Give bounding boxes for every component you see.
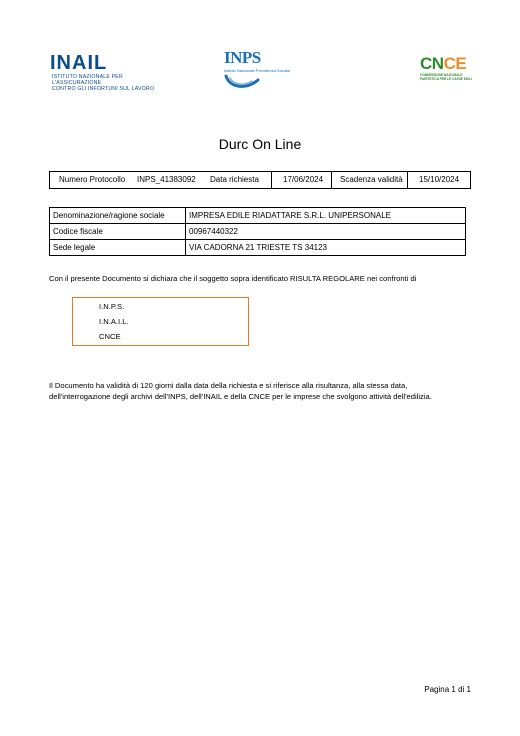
protocol-number-value: INPS_41383092 xyxy=(137,175,196,184)
tax-code-value: 00967440322 xyxy=(186,224,466,240)
company-info-table xyxy=(49,207,466,256)
inail-logo xyxy=(50,52,160,92)
request-date-value: 17/06/2024 xyxy=(283,175,324,184)
entity-inps: I.N.P.S. xyxy=(99,302,125,311)
cnce-logo xyxy=(418,54,474,84)
entities-box xyxy=(72,297,249,346)
inps-logo xyxy=(222,46,302,91)
inail-subtitle-line1: ISTITUTO NAZIONALE PER L'ASSICURAZIONE xyxy=(52,74,123,86)
tax-code-label: Codice fiscale xyxy=(50,224,186,240)
page-total: 1 xyxy=(466,685,471,694)
inps-logo-text: INPS xyxy=(224,48,261,67)
cnce-subtitle-line1: COMMISSIONE NAZIONALE xyxy=(420,73,463,77)
cnce-subtitle-line2: PARITETICA PER LE CASSE EDILI xyxy=(420,77,473,81)
inail-logo-text: INAIL xyxy=(50,52,108,74)
page-label: Pagina xyxy=(424,685,450,694)
request-date-label: Data richiesta xyxy=(210,175,259,184)
declaration-text: Con il presente Documento si dichiara che il soggetto sopra identificato RISULTA REGOLARE nei confronti di xyxy=(49,274,417,283)
expiry-value: 15/10/2024 xyxy=(419,175,460,184)
validity-paragraph xyxy=(49,380,432,402)
inail-logo-subtitle xyxy=(52,74,160,92)
validity-line-2: dell'interrogazione degli archivi dell'INPS, dell'INAIL e della CNCE per le imprese che svolgono attività dell'edilizia. xyxy=(49,392,432,401)
company-name-label: Denominazione/ragione sociale xyxy=(50,208,186,224)
table-row xyxy=(50,240,466,256)
validity-line-1: Il Documento ha validità di 120 giorni dalla data della richiesta e si riferisce alla risultanza, alla stessa data, xyxy=(49,381,408,390)
company-name-value: IMPRESA EDILE RIADATTARE S.R.L. UNIPERSONALE xyxy=(186,208,466,224)
table-row xyxy=(50,224,466,240)
cnce-logo-text: CNCE xyxy=(420,54,467,73)
entity-inail: I.N.A.I.L. xyxy=(99,317,129,326)
page-of-label: di xyxy=(458,685,465,694)
entity-cnce: CNCE xyxy=(99,332,121,341)
protocol-divider xyxy=(271,172,272,188)
page-number xyxy=(424,685,471,694)
expiry-label: Scadenza validità xyxy=(340,175,403,184)
protocol-divider xyxy=(331,172,332,188)
page-current: 1 xyxy=(451,685,456,694)
registered-office-label: Sede legale xyxy=(50,240,186,256)
document-title: Durc On Line xyxy=(218,136,302,152)
registered-office-value: VIA CADORNA 21 TRIESTE TS 34123 xyxy=(186,240,466,256)
inps-swoosh-icon xyxy=(224,74,264,90)
inps-logo-subtitle: Istituto Nazionale Previdenza Sociale xyxy=(224,68,291,73)
protocol-divider xyxy=(407,172,408,188)
table-row xyxy=(50,208,466,224)
cnce-logo-subtitle xyxy=(420,73,472,81)
protocol-number-label: Numero Protocollo xyxy=(59,175,126,184)
protocol-bar xyxy=(49,171,471,189)
inail-subtitle-line2: CONTRO GLI INFORTUNI SUL LAVORO xyxy=(52,86,155,92)
